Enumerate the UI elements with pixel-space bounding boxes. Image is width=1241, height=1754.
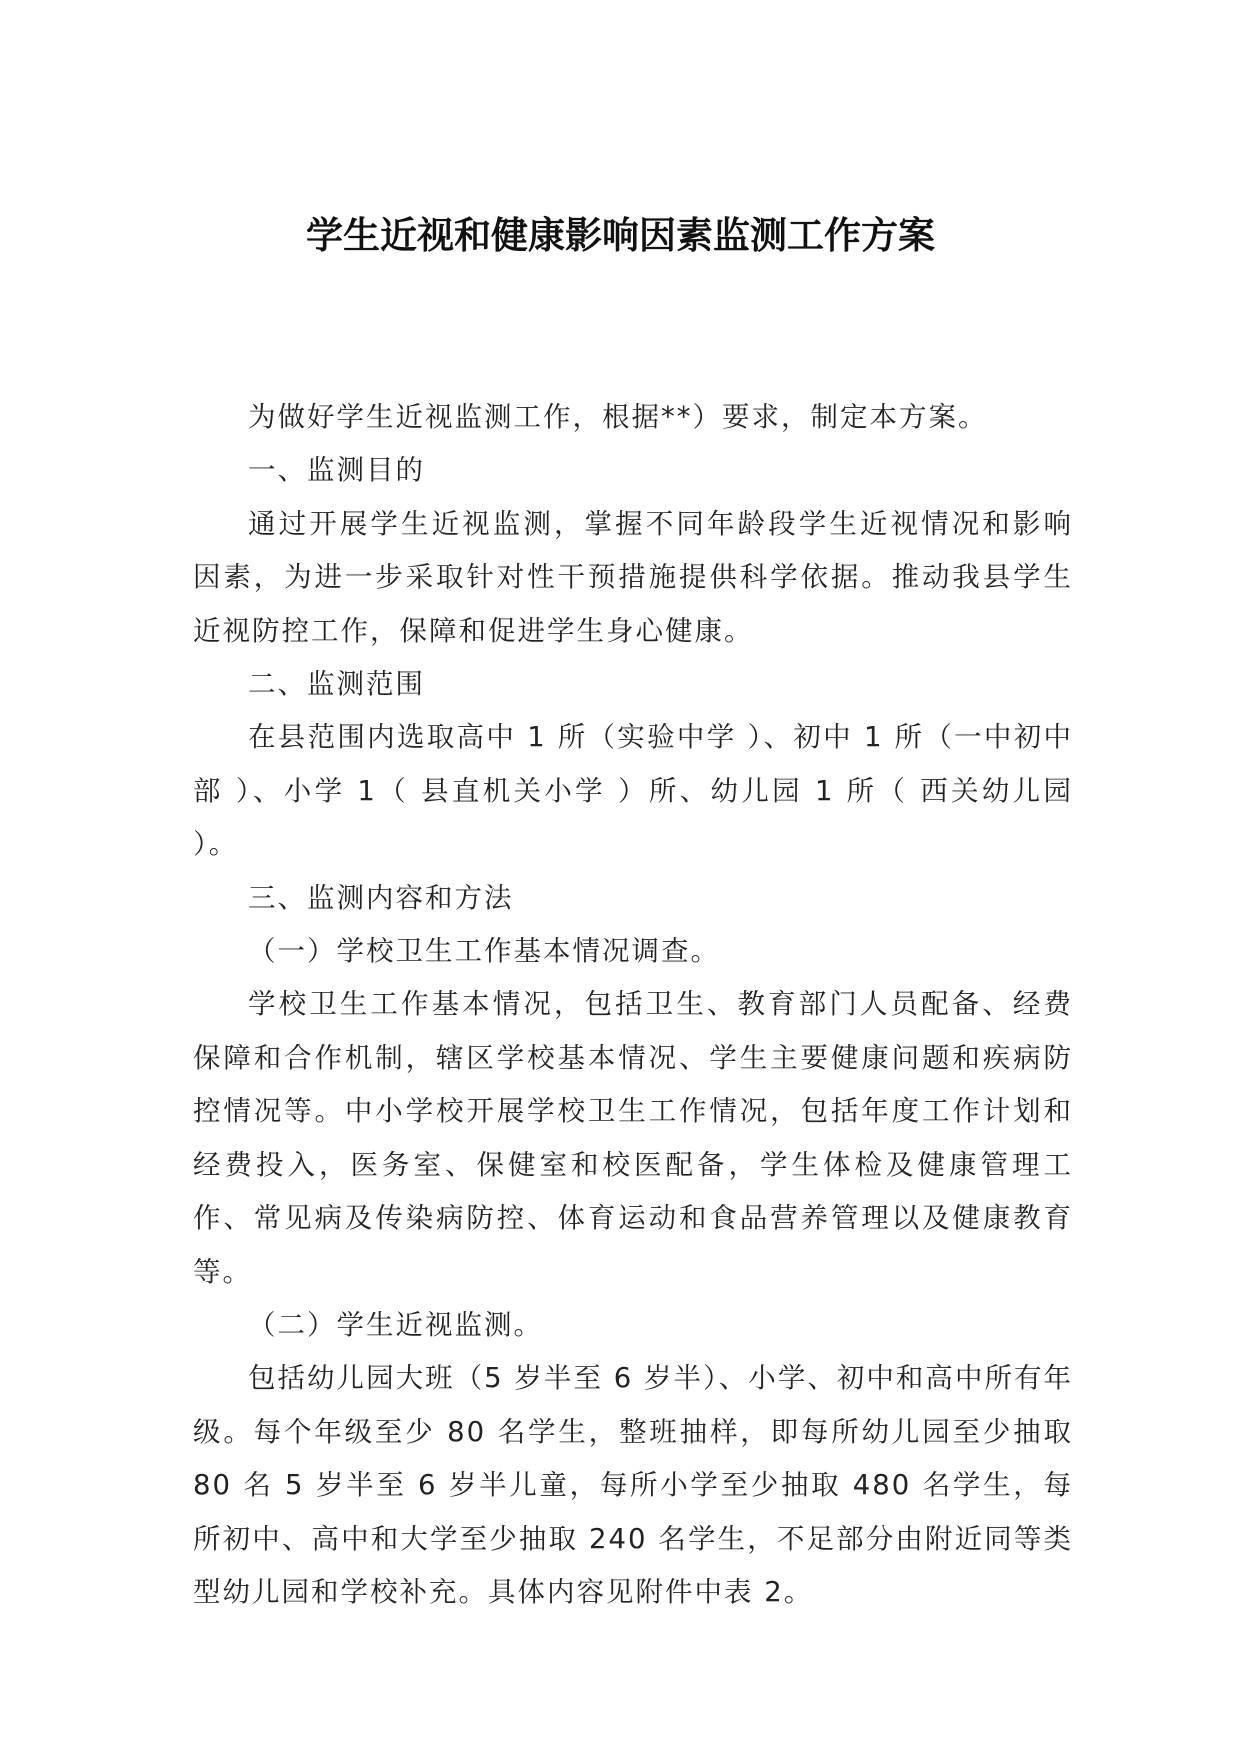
document-title: 学生近视和健康影响因素监测工作方案 (306, 213, 935, 257)
section-heading-scope: 二、监测范围 (248, 668, 425, 701)
section-heading-content-methods: 三、监测内容和方法 (248, 881, 514, 914)
paragraph-scope: 在县范围内选取高中 1 所（实验中学 ）、初中 1 所（一中初中部 ）、小学 1（ 县直机关小学 ）所、幼儿园 1 所（ 西关幼儿园 ）。 (193, 721, 1073, 861)
document-body (193, 391, 1073, 1619)
subsection-heading-myopia: （二）学生近视监测。 (248, 1308, 543, 1341)
paragraph-myopia: 包括幼儿园大班（5 岁半至 6 岁半）、小学、初中和高中所有年级。每个年级至少 80 名学生，整班抽样，即每所幼儿园至少抽取 80 名 5 岁半至 6 岁半儿童，每所小学至少抽取 480 名学生，每所初中、高中和大学至少抽取 240 名学生，不足部分由附近同等类型幼儿园和学校补充。具体内容见附件中表 2。 (193, 1362, 1073, 1608)
paragraph-school-health: 学校卫生工作基本情况，包括卫生、教育部门人员配备、经费保障和合作机制，辖区学校基本情况、学生主要健康问题和疾病防控情况等。中小学校开展学校卫生工作情况，包括年度工作计划和经费投入，医务室、保健室和校医配备，学生体检及健康管理工作、常见病及传染病防控、体育运动和食品营养管理以及健康教育等。 (193, 988, 1073, 1288)
subsection-heading-school-health: （一）学校卫生工作基本情况调查。 (248, 935, 720, 968)
paragraph-intro: 为做好学生近视监测工作，根据**）要求，制定本方案。 (248, 401, 988, 433)
paragraph-purpose: 通过开展学生近视监测，掌握不同年龄段学生近视情况和影响因素，为进一步采取针对性干预措施提供科学依据。推动我县学生近视防控工作，保障和促进学生身心健康。 (193, 507, 1073, 647)
section-heading-purpose: 一、监测目的 (248, 454, 425, 487)
